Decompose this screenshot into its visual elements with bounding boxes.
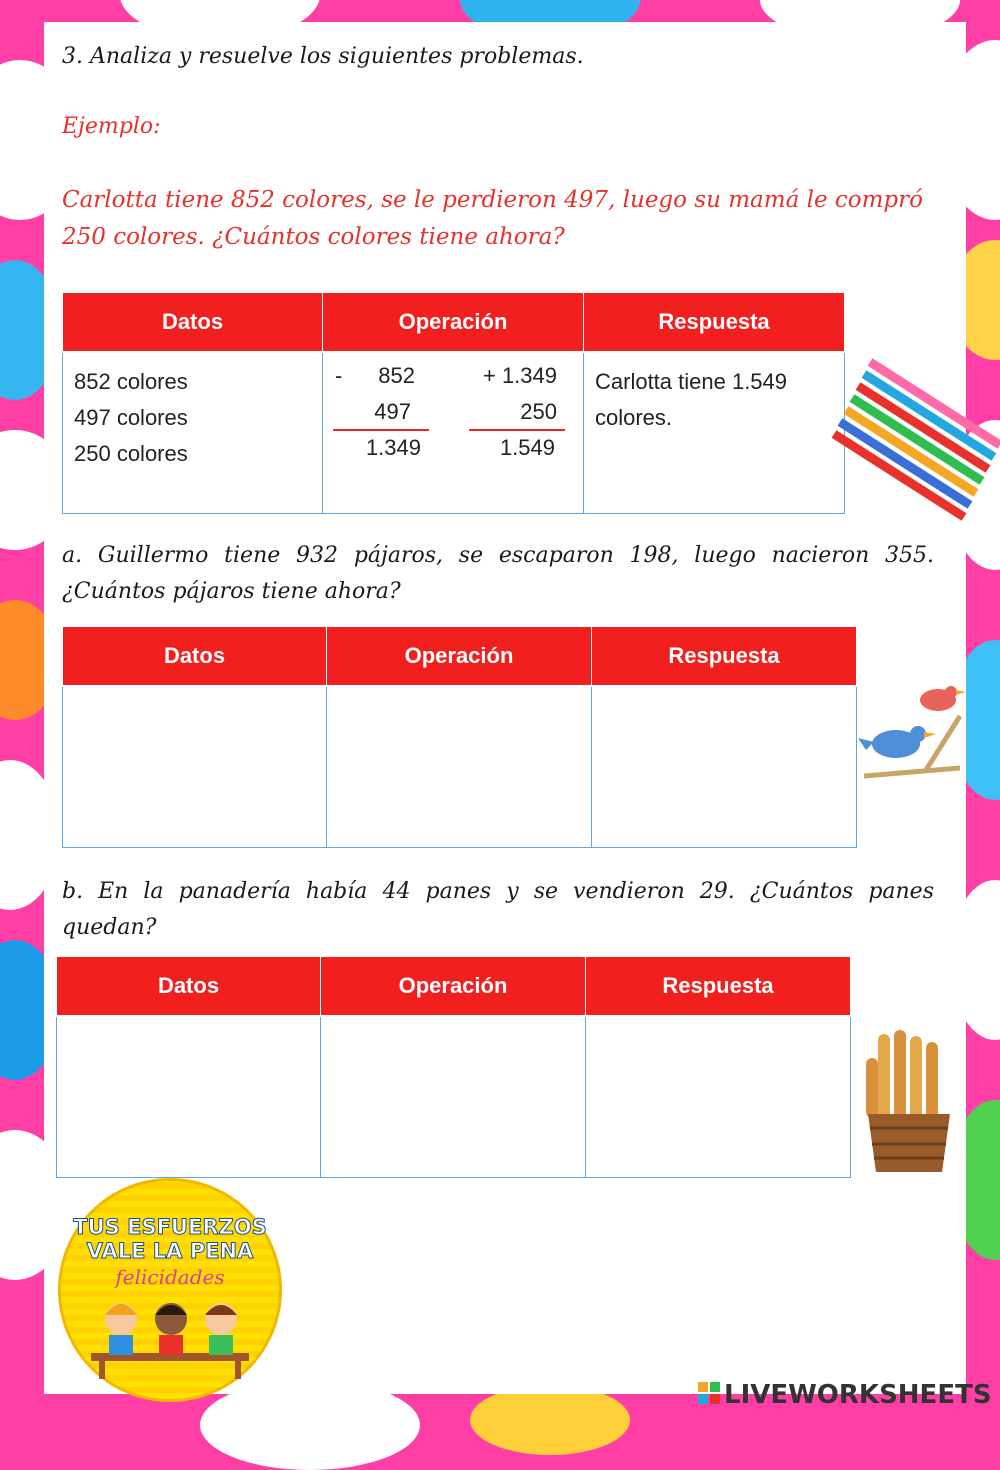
colored-pencils-icon xyxy=(824,342,1000,522)
example-header-datos: Datos xyxy=(63,293,323,353)
birds-icon xyxy=(856,680,966,784)
addition-bottom: 250 xyxy=(520,399,557,424)
example-label: Ejemplo: xyxy=(62,114,161,139)
problem-b-header-operacion: Operación xyxy=(321,957,586,1017)
problem-a-header-datos: Datos xyxy=(63,627,327,687)
example-datos-cell xyxy=(63,352,323,514)
example-respuesta-cell xyxy=(584,352,845,514)
problem-a-operacion-input[interactable] xyxy=(327,686,592,848)
example-table xyxy=(62,292,845,514)
problem-a-datos-input[interactable] xyxy=(63,686,327,848)
problem-a-table xyxy=(62,626,857,848)
subtraction-bottom: 497 xyxy=(374,399,411,424)
subtraction-top: 852 xyxy=(378,363,415,388)
datos-item: 250 colores xyxy=(74,441,188,466)
problem-a-header-operacion: Operación xyxy=(327,627,592,687)
children-illustration-icon xyxy=(85,1293,255,1383)
datos-item: 852 colores xyxy=(74,369,188,394)
subtraction-line xyxy=(333,429,429,431)
addition-result: 1.549 xyxy=(499,435,555,460)
problem-b-operacion-input[interactable] xyxy=(321,1016,586,1178)
example-answer: Carlotta tiene 1.549 colores. xyxy=(595,369,788,430)
problem-b-header-respuesta: Respuesta xyxy=(586,957,851,1017)
subtraction-result: 1.349 xyxy=(365,435,421,460)
badge-line-3: felicidades xyxy=(115,1265,225,1289)
problem-a-header-respuesta: Respuesta xyxy=(592,627,857,687)
addition-top: + 1.349 xyxy=(482,363,557,388)
example-operacion-cell xyxy=(323,352,584,514)
badge-line-1: TUS ESFUERZOS xyxy=(73,1215,267,1239)
example-header-respuesta: Respuesta xyxy=(584,293,845,353)
problem-b-header-datos: Datos xyxy=(57,957,321,1017)
liveworksheets-logo-icon xyxy=(698,1382,720,1404)
subtraction-sign: - xyxy=(335,363,343,388)
page-title: 3. Analiza y resuelve los siguientes problemas. xyxy=(62,44,584,69)
problem-a-respuesta-input[interactable] xyxy=(592,686,857,848)
problem-b-table xyxy=(56,956,851,1178)
bread-basket-icon xyxy=(862,1028,956,1176)
congratulations-badge xyxy=(58,1178,282,1402)
addition-line xyxy=(469,429,565,431)
badge-line-2: VALE LA PENA xyxy=(86,1239,254,1263)
problem-b-datos-input[interactable] xyxy=(57,1016,321,1178)
problem-b-text: b. En la panadería había 44 panes y se vendieron 29. ¿Cuántos panes quedan? xyxy=(62,879,934,940)
example-header-operacion: Operación xyxy=(323,293,584,353)
example-text: Carlotta tiene 852 colores, se le perdieron 497, luego su mamá le compró 250 colores. ¿Cuántos colores tiene ahora? xyxy=(62,187,923,250)
problem-b-respuesta-input[interactable] xyxy=(586,1016,851,1178)
problem-a-text: a. Guillermo tiene 932 pájaros, se escaparon 198, luego nacieron 355. ¿Cuántos pájaros tiene ahora? xyxy=(62,543,934,604)
datos-item: 497 colores xyxy=(74,405,188,430)
brand-name: LIVEWORKSHEETS xyxy=(724,1380,992,1410)
worksheet-page xyxy=(44,22,966,1394)
